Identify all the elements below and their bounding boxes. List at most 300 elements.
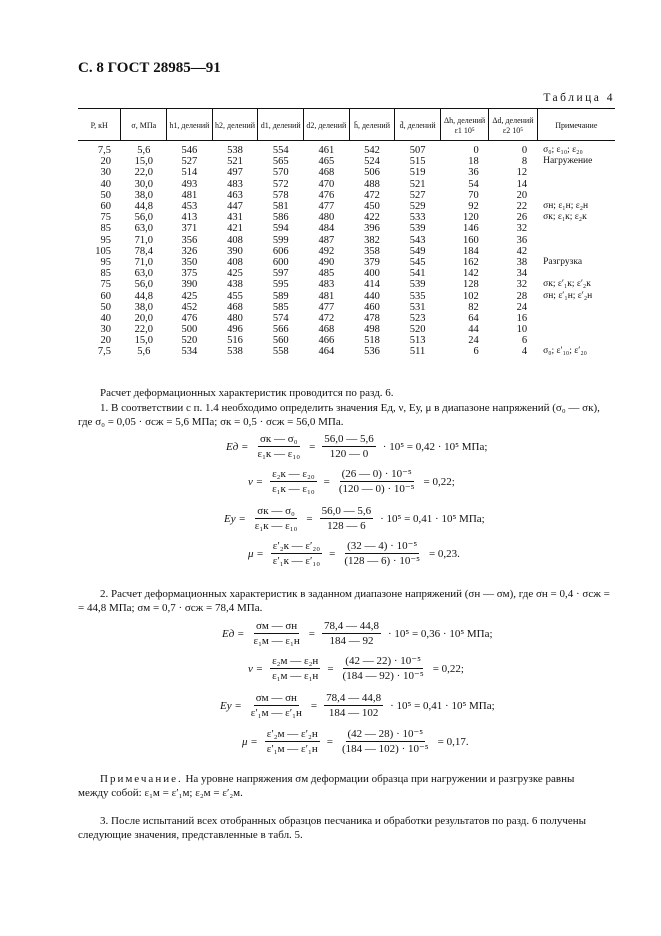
fraction-denominator: ε₁к — ε₁₀ — [257, 448, 301, 460]
table-cell: 38,0 — [134, 301, 153, 313]
table-cell: 70 — [468, 189, 479, 201]
table-row — [78, 156, 615, 167]
fraction-numeric — [324, 692, 383, 719]
fraction-numeric — [342, 540, 422, 567]
fraction-numerator: (42 — 28) · 10⁻⁵ — [347, 728, 424, 740]
table-cell: 390 — [227, 245, 243, 257]
table-cell: 465 — [318, 156, 335, 168]
fraction-numerator: 78,4 — 44,8 — [326, 692, 382, 704]
equals-sign: = — [329, 547, 336, 560]
table-cell: 521 — [409, 178, 426, 190]
table-cell: 7,5 — [97, 145, 111, 157]
table-cell: 78,4 — [134, 245, 153, 257]
fraction-numeric — [341, 655, 426, 682]
table-cell: 485 — [318, 268, 335, 280]
table-cell: 408 — [227, 256, 243, 268]
table-cell: σк; ε′₁к; ε′₂к — [543, 279, 591, 290]
table-cell: 120 — [463, 212, 479, 224]
table-cell: 464 — [318, 346, 335, 358]
fraction-denominator: 184 — 92 — [329, 635, 374, 647]
table-cell: 20 — [100, 156, 111, 168]
table-cell: 493 — [181, 178, 198, 190]
table-cell: 476 — [181, 312, 198, 324]
equals-sign: = — [308, 627, 315, 640]
table-cell: 447 — [227, 201, 243, 213]
table-row — [78, 324, 615, 335]
table-cell: 481 — [318, 290, 335, 302]
table-cell: 12 — [516, 167, 528, 179]
table-cell: 450 — [364, 201, 380, 213]
fraction-denominator: 120 — 0 — [329, 448, 369, 460]
table-cell: 570 — [272, 167, 289, 179]
table-cell: 32 — [516, 279, 528, 291]
table-cell: Разгрузка — [543, 256, 583, 267]
table-cell: 85 — [100, 268, 111, 280]
table-cell: 30 — [100, 167, 111, 179]
table-cell: 63,0 — [134, 223, 153, 235]
equation-result: · 10⁵ = 0,41 · 10⁵ МПа; — [390, 699, 495, 712]
fraction-numerator: (42 — 22) · 10⁻⁵ — [345, 655, 421, 667]
table-cell: 36 — [468, 167, 479, 179]
equation-lhs: ν = — [248, 662, 264, 675]
table-row — [78, 346, 615, 357]
table-cell: 490 — [318, 256, 335, 268]
equation-Ey-2 — [220, 692, 495, 719]
table-cell: 50 — [100, 189, 111, 201]
table-cell: 539 — [409, 223, 426, 235]
paragraph-3-line1: 3. После испытаний всех отобранных образцов песчаника и обработки результатов по разд. 6 получены — [100, 815, 587, 827]
table-cell: 595 — [272, 279, 289, 291]
equation-lhs: ν = — [248, 475, 264, 488]
fraction-denominator: ε₁м — ε₁н — [272, 670, 319, 682]
table-cell: 54 — [468, 178, 479, 190]
table-cell: 539 — [409, 279, 426, 291]
table-cell: 438 — [227, 279, 243, 291]
column-header: h̄, делений — [349, 109, 395, 141]
table-row — [78, 179, 615, 190]
equation-result: = 0,23. — [428, 547, 460, 560]
equation-result: · 10⁵ = 0,41 · 10⁵ МПа; — [380, 512, 485, 525]
fraction-denominator: ε′₁м — ε′₁н — [266, 743, 318, 755]
equation-mu-2 — [242, 728, 469, 755]
equation-lhs: Eу = — [224, 512, 246, 525]
table-cell: 586 — [272, 212, 289, 224]
equation-result: = 0,22; — [423, 475, 455, 488]
fraction-numeric — [320, 505, 374, 532]
fraction-denominator: (184 — 92) · 10⁻⁵ — [342, 670, 424, 682]
table-cell: 40 — [100, 178, 111, 190]
table-cell: σ₀; ε₁₀; ε₂₀ — [543, 145, 583, 156]
fraction-denominator: 184 — 102 — [328, 707, 379, 719]
table-cell: 581 — [272, 201, 289, 213]
table-cell: 36 — [516, 234, 528, 246]
table-cell: 95 — [100, 256, 111, 268]
fraction-numerator: (32 — 4) · 10⁻⁵ — [347, 540, 418, 552]
table-cell — [537, 335, 615, 346]
paragraph-method: Расчет деформационных характеристик проводится по разд. 6. — [100, 387, 394, 399]
table-cell: 460 — [364, 301, 380, 313]
fraction-numerator: (26 — 0) · 10⁻⁵ — [341, 468, 412, 480]
table-cell: 453 — [181, 201, 198, 213]
fraction-symbolic — [251, 620, 301, 647]
table-cell: 594 — [272, 223, 289, 235]
table-cell: 371 — [181, 223, 198, 235]
table-row — [78, 246, 615, 257]
table-cell: 536 — [364, 346, 380, 358]
equation-result: · 10⁵ = 0,42 · 10⁵ МПа; — [382, 440, 488, 453]
table-cell: 521 — [227, 156, 243, 168]
table-cell: 599 — [272, 234, 289, 246]
table-cell: 488 — [364, 178, 380, 190]
equation-nu-1 — [248, 468, 455, 495]
table-cell: 6 — [521, 335, 528, 347]
fraction-numeric — [322, 433, 376, 460]
table-cell — [537, 268, 615, 279]
table-cell: 516 — [227, 335, 243, 347]
table-cell: 498 — [364, 324, 380, 336]
table-cell: 542 — [364, 145, 380, 157]
equation-Ed-2 — [222, 620, 493, 647]
table-cell: 546 — [181, 145, 198, 157]
fraction-numerator: σк — σ₀ — [259, 433, 298, 445]
fraction-denominator: (128 — 6) · 10⁻⁵ — [344, 555, 420, 567]
table-cell: 7,5 — [97, 346, 111, 358]
table-cell — [537, 324, 615, 335]
table-cell — [537, 246, 615, 257]
table-row — [78, 268, 615, 279]
table-cell: 44,8 — [134, 201, 153, 213]
table-cell: 535 — [409, 290, 426, 302]
table-cell: 463 — [227, 189, 243, 201]
table-cell: 22 — [516, 201, 528, 213]
table-cell: 483 — [227, 178, 243, 190]
table-cell: 425 — [227, 268, 243, 280]
table-cell: 38,0 — [134, 189, 153, 201]
table-cell: σк; ε₁к; ε₂к — [543, 212, 587, 223]
table-cell: 71,0 — [134, 256, 153, 268]
table-header-row — [78, 109, 615, 141]
fraction-symbolic — [271, 540, 322, 567]
column-header: d2, делений — [304, 109, 350, 141]
fraction-numerator: σк — σ₀ — [257, 505, 295, 517]
table-cell: 22,0 — [134, 167, 153, 179]
column-header: σ, МПа — [121, 109, 167, 141]
table-cell: 413 — [181, 212, 198, 224]
table-cell: 16 — [516, 312, 528, 324]
column-header: h2, делений — [212, 109, 258, 141]
note-line2: между собой: ε₁м = ε′₁м; ε₂м = ε′₂м. — [78, 787, 243, 799]
fraction-denominator: ε₁к — ε₁₀ — [254, 520, 298, 532]
table-cell: 565 — [272, 156, 289, 168]
table-cell: 572 — [272, 178, 289, 190]
fraction-numerator: ε′₂к — ε′₂₀ — [272, 540, 321, 552]
table-cell: 597 — [272, 268, 289, 280]
table-cell: 56,0 — [134, 279, 153, 291]
table-cell: 515 — [409, 156, 426, 168]
table-cell: 184 — [463, 245, 479, 257]
table-cell: 492 — [318, 245, 335, 257]
table-cell: 32 — [516, 223, 528, 235]
note-line1 — [100, 772, 574, 787]
equation-mu-1 — [248, 540, 460, 567]
table-cell: 421 — [227, 223, 243, 235]
equals-sign: = — [306, 512, 313, 525]
table-cell: 4 — [521, 346, 528, 358]
table-row — [78, 290, 615, 301]
table-cell: 5,6 — [137, 346, 151, 358]
equation-lhs: μ = — [242, 735, 258, 748]
table-cell: 480 — [227, 312, 243, 324]
fraction-denominator: ε′₁к — ε′₁₀ — [272, 555, 321, 567]
table-cell: 560 — [272, 335, 289, 347]
table-cell: 422 — [364, 212, 380, 224]
table-cell: σн; ε′₁н; ε′₂н — [543, 290, 593, 301]
table-cell: 558 — [272, 346, 289, 358]
table-cell: 470 — [318, 178, 335, 190]
table-cell: 600 — [272, 256, 289, 268]
table-cell: 519 — [409, 167, 426, 179]
table-cell: 468 — [227, 301, 243, 313]
table-cell: 64 — [468, 312, 479, 324]
table-cell — [537, 302, 615, 313]
table-cell: 538 — [227, 145, 243, 157]
table-row — [78, 257, 615, 268]
table-cell: 472 — [318, 312, 335, 324]
page-header: С. 8 ГОСТ 28985—91 — [78, 60, 221, 76]
table-cell: 476 — [318, 189, 335, 201]
table-cell: 534 — [181, 346, 198, 358]
table-cell: 496 — [227, 324, 243, 336]
table-cell: 478 — [364, 312, 380, 324]
table-row — [78, 313, 615, 324]
table-cell: 425 — [181, 290, 198, 302]
fraction-denominator: (120 — 0) · 10⁻⁵ — [338, 483, 415, 495]
equation-result: = 0,22; — [432, 662, 464, 675]
table-cell: σ₀; ε′₁₀; ε′₂₀ — [543, 346, 587, 357]
table-cell: 14 — [516, 178, 528, 190]
table-cell: 520 — [409, 324, 426, 336]
table-cell: 63,0 — [134, 268, 153, 280]
fraction-numerator: σм — σн — [255, 620, 298, 632]
table-cell: 15,0 — [134, 335, 153, 347]
table-cell: 15,0 — [134, 156, 153, 168]
note-text: На уровне напряжения σм деформации образца при нагружении и разгрузке равны — [182, 773, 575, 785]
table-cell: 589 — [272, 290, 289, 302]
table-cell: 455 — [227, 290, 243, 302]
table-cell: 382 — [364, 234, 380, 246]
equals-sign: = — [309, 440, 316, 453]
table-cell: 26 — [516, 212, 528, 224]
column-header: h1, делений — [167, 109, 213, 141]
table-cell: 146 — [463, 223, 479, 235]
fraction-numerator: σм — σн — [255, 692, 297, 704]
fraction-numerator: 78,4 — 44,8 — [323, 620, 379, 632]
fraction-numeric — [340, 728, 431, 755]
equation-Ey-1 — [224, 505, 485, 532]
table-cell: 20 — [516, 189, 528, 201]
table-cell: 554 — [272, 145, 289, 157]
equation-Ed-1 — [226, 433, 487, 460]
table-cell: 585 — [272, 301, 289, 313]
table-cell: 487 — [318, 234, 335, 246]
table-cell: 483 — [318, 279, 335, 291]
table-cell: 527 — [181, 156, 198, 168]
fraction-denominator: (184 — 102) · 10⁻⁵ — [342, 743, 429, 755]
table-cell: 105 — [95, 245, 111, 257]
table-row — [78, 302, 615, 313]
table-cell: 82 — [468, 301, 479, 313]
paragraph-3-line2: следующие значения, представленные в табл. 5. — [78, 829, 303, 841]
table-cell: 10 — [516, 324, 528, 336]
equation-lhs: Eу = — [220, 699, 242, 712]
table-cell — [537, 190, 615, 201]
column-header: d1, делений — [258, 109, 304, 141]
equation-nu-2 — [248, 655, 464, 682]
table-cell: 452 — [181, 301, 198, 313]
fraction-denominator: ε₁к — ε₁₀ — [272, 483, 315, 495]
table-cell: 71,0 — [134, 234, 153, 246]
table-row — [78, 335, 615, 346]
table-cell: 574 — [272, 312, 289, 324]
column-header: Примечание — [537, 109, 615, 141]
table-cell: 507 — [409, 145, 426, 157]
table-row — [78, 223, 615, 234]
table-cell: 484 — [318, 223, 335, 235]
column-header: P, кН — [78, 109, 121, 141]
table-cell: 75 — [100, 212, 111, 224]
table-cell: 44,8 — [134, 290, 153, 302]
table-cell: 160 — [463, 234, 479, 246]
table-cell: 481 — [181, 189, 198, 201]
table-cell: 95 — [100, 234, 111, 246]
table-cell: 24 — [516, 301, 528, 313]
table-cell: 400 — [364, 268, 380, 280]
paragraph-2-line1: 2. Расчет деформационных характеристик в заданном диапазоне напряжений (σн — σм), где σн = 0,4 · σсж = — [100, 588, 610, 600]
column-header: Δd, делений ε2 10⁵ — [489, 109, 537, 141]
equals-sign: = — [310, 699, 318, 712]
table-cell: 375 — [181, 268, 198, 280]
table-cell: 518 — [364, 335, 380, 347]
table-cell: 379 — [364, 256, 380, 268]
equation-result: = 0,17. — [437, 735, 469, 748]
table-cell: 513 — [409, 335, 426, 347]
fraction-symbolic — [253, 505, 300, 532]
table-cell: 472 — [364, 189, 380, 201]
table-cell: 529 — [409, 201, 426, 213]
column-header: Δh, делений ε1 10⁵ — [440, 109, 488, 141]
table-cell: 468 — [318, 324, 335, 336]
equals-sign: = — [326, 735, 333, 748]
fraction-numerator: ε₂м — ε₂н — [272, 655, 319, 667]
table-cell — [537, 223, 615, 234]
table-cell: 545 — [409, 256, 426, 268]
table-cell: 22,0 — [134, 324, 153, 336]
table-cell: 527 — [409, 189, 426, 201]
equation-lhs: Eд = — [222, 627, 245, 640]
fraction-numerator: ε₂к — ε₂₀ — [272, 468, 315, 480]
table-cell: 566 — [272, 324, 289, 336]
table-cell — [537, 313, 615, 324]
table-cell: 128 — [463, 279, 479, 291]
paragraph-1-line1: 1. В соответствии с п. 1.4 необходимо определить значения Eд, ν, Eу, μ в диапазоне напряжений (σ₀ — σк), — [100, 402, 600, 414]
equals-sign: = — [327, 662, 334, 675]
fraction-denominator: 128 — 6 — [327, 520, 366, 532]
data-table — [78, 108, 615, 358]
table-body — [78, 141, 615, 358]
note-label: Примечание. — [100, 773, 183, 785]
fraction-numerator: ε′₂м — ε′₂н — [266, 728, 318, 740]
table-cell — [537, 179, 615, 190]
equals-sign: = — [323, 475, 330, 488]
table-row — [78, 212, 615, 223]
table-cell: 497 — [227, 167, 243, 179]
table-cell: 30,0 — [134, 178, 153, 190]
fraction-symbolic — [265, 728, 320, 755]
table-cell — [537, 235, 615, 246]
table-cell: 38 — [516, 256, 528, 268]
table-cell: 356 — [181, 234, 198, 246]
table-cell: 20,0 — [134, 312, 153, 324]
fraction-numerator: 56,0 — 5,6 — [321, 505, 372, 517]
table-cell: 20 — [100, 335, 111, 347]
table-row — [78, 190, 615, 201]
table-cell: 538 — [227, 346, 243, 358]
table-cell: 34 — [516, 268, 528, 280]
table-cell: 461 — [318, 145, 335, 157]
table-cell: 414 — [364, 279, 380, 291]
fraction-numerator: 56,0 — 5,6 — [324, 433, 374, 445]
paragraph-2-line2: = 44,8 МПа; σм = 0,7 · σсж = 78,4 МПа. — [78, 602, 263, 614]
fraction-numeric — [322, 620, 381, 647]
table-cell: 506 — [364, 167, 380, 179]
table-cell: 8 — [521, 156, 528, 168]
table-cell: 44 — [468, 324, 479, 336]
equation-result: · 10⁵ = 0,36 · 10⁵ МПа; — [387, 627, 493, 640]
table-cell: 24 — [468, 335, 479, 347]
table-cell: 578 — [272, 189, 289, 201]
table-cell: 50 — [100, 301, 111, 313]
column-header: d̄, делений — [395, 109, 441, 141]
table-cell: 523 — [409, 312, 426, 324]
table-cell: 358 — [364, 245, 380, 257]
table-cell: 92 — [468, 201, 479, 213]
table-cell: 40 — [100, 312, 111, 324]
table-cell: 477 — [318, 301, 335, 313]
table-cell: 56,0 — [134, 212, 153, 224]
table-cell: 42 — [516, 245, 528, 257]
table-cell: 85 — [100, 223, 111, 235]
table-cell: 0 — [473, 145, 479, 157]
fraction-symbolic — [270, 655, 320, 682]
table-cell: 543 — [409, 234, 426, 246]
table-cell: 60 — [100, 290, 111, 302]
table-cell: 350 — [181, 256, 198, 268]
table-cell: 524 — [364, 156, 380, 168]
table-cell: 0 — [521, 145, 528, 157]
table-cell: 408 — [227, 234, 243, 246]
table-row — [78, 167, 615, 178]
table-row — [78, 279, 615, 290]
fraction-denominator: ε′₁м — ε′₁н — [250, 707, 302, 719]
table-cell: 468 — [318, 167, 335, 179]
table-caption: Таблица 4 — [543, 92, 615, 104]
table-cell: 531 — [409, 301, 426, 313]
table-cell: 6 — [473, 346, 479, 358]
equation-lhs: μ = — [248, 547, 264, 560]
table-cell — [537, 167, 615, 178]
table-cell: 431 — [227, 212, 243, 224]
table-cell: 533 — [409, 212, 426, 224]
